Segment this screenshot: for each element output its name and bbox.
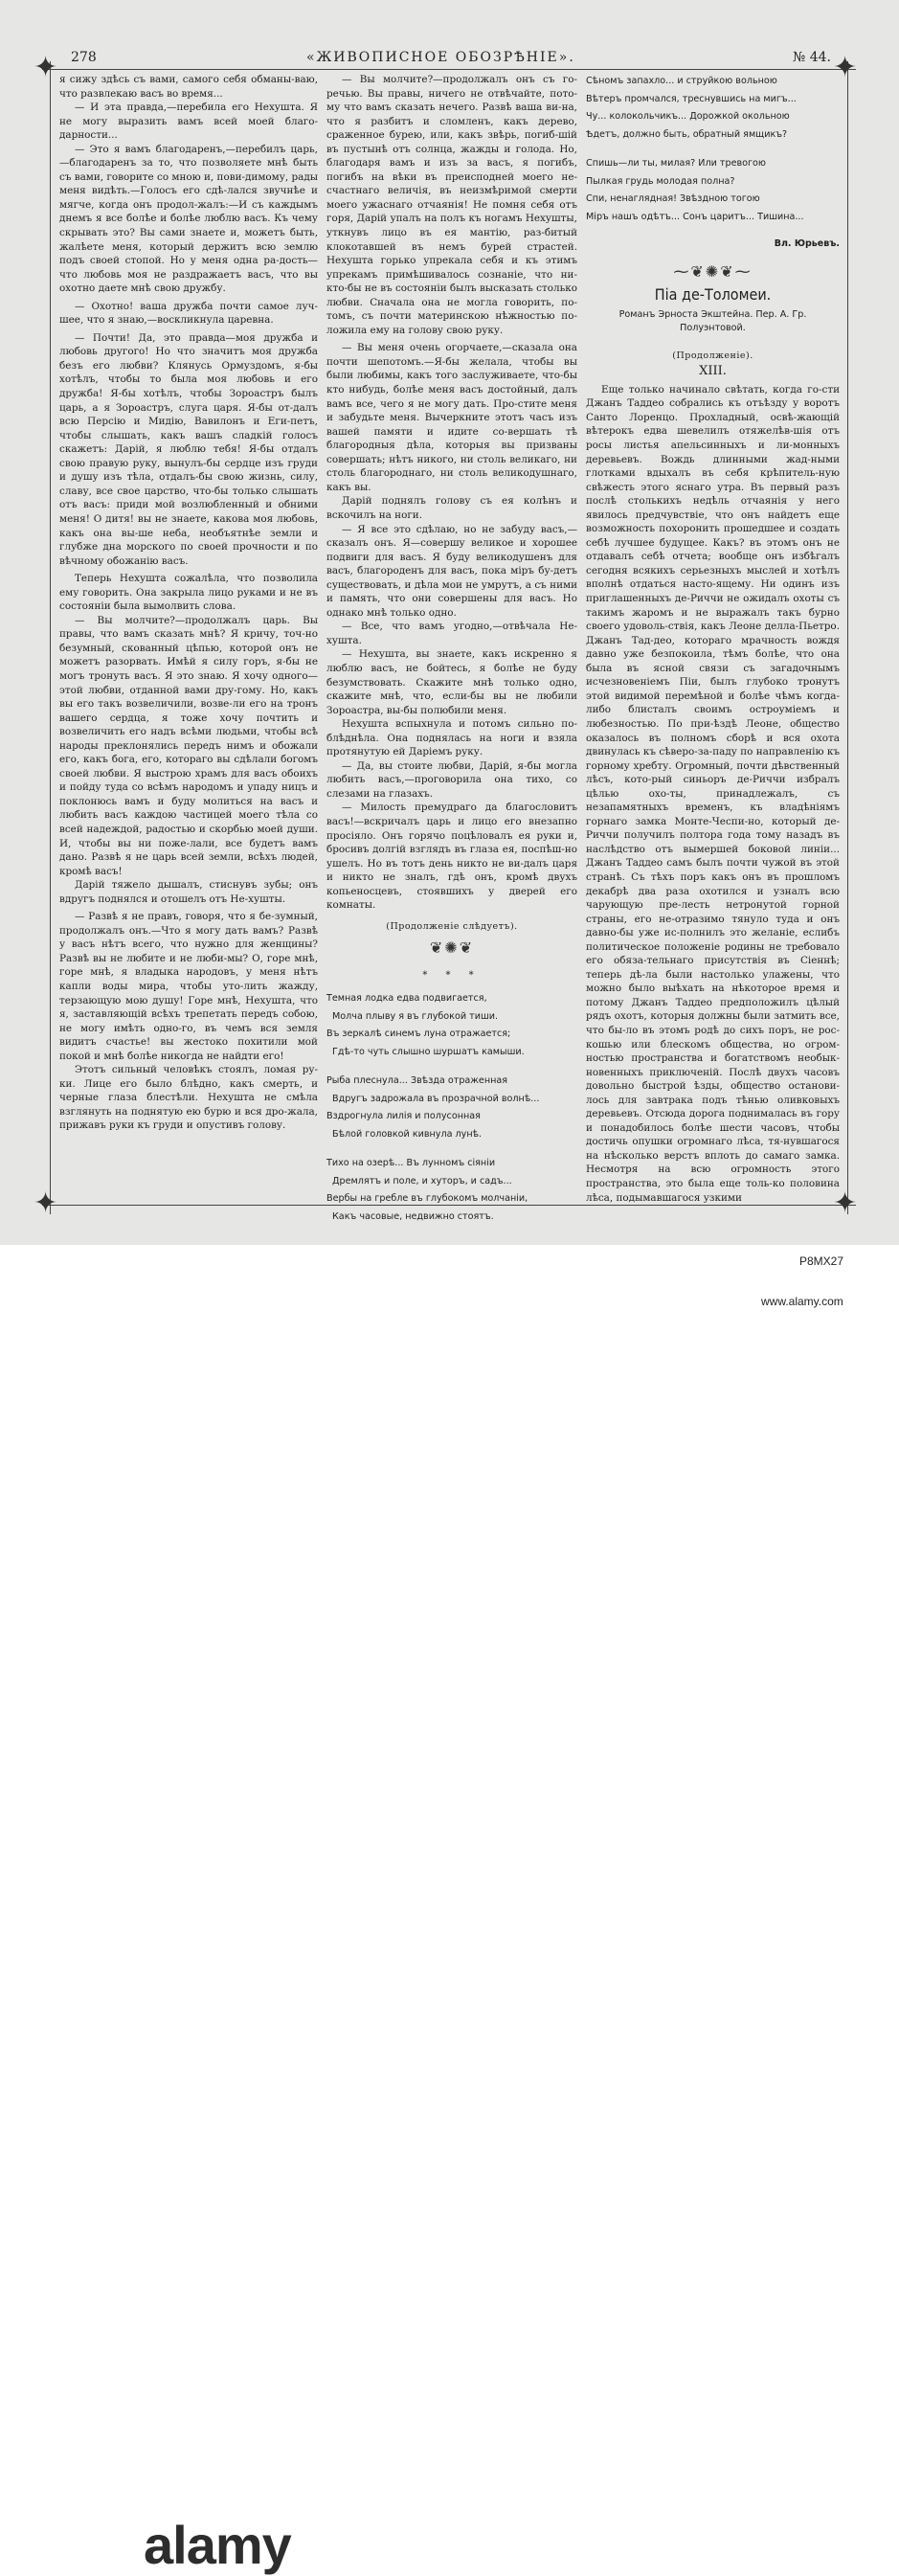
poem-line: Міръ нашъ одѣтъ... Сонъ царитъ... Тишина...: [586, 211, 804, 222]
paragraph: Теперь Нехушта сожалѣла, что позволила ему говорить. Она закрыла лицо руками и не въ состояніи была вымолвить слова.: [59, 573, 318, 613]
poem-line: Сѣномъ запахло... и струйкою вольною: [586, 76, 777, 86]
corner-ornament-icon: ✦: [34, 1186, 58, 1220]
poem-line: Пылкая грудь молодая полна?: [586, 175, 735, 187]
paragraph: Дарій тяжело дышалъ, стиснувъ зубы; онъ вдругъ поднялся и отошелъ отъ Не-хушты.: [59, 879, 318, 905]
paragraph: — И эта правда,—перебила его Нехушта. Я не могу выразить вамъ всей моей благо-дарности...: [59, 102, 318, 142]
paragraph: Дарій поднялъ голову съ ея колѣнъ и вскочилъ на ноги.: [326, 495, 577, 521]
poem-line: Вербы на гребле въ глубокомъ молчаніи,: [326, 1193, 528, 1205]
paragraph: — Охотно! ваша дружба почти самое луч-шее, что я знаю,—воскликнула царевна.: [59, 300, 318, 327]
paragraph: Еще только начинало свѣтать, когда го-сти Джанъ Таддео собрались къ отъѣзду у воротъ Санто Лоренцо. Прохладный, освѣ-жающій вѣтерокъ едва шевелилъ отяжелѣв-шія отъ росы листья апельсинныхъ и ли-монныхъ деревьевъ. Вождь длинными жад-ными глотками вдыхалъ въ себя крѣпитель-ную свѣжесть этого яснаго утра. Въ первый разъ послѣ столькихъ недѣль отчаянія у него явилось предчувствіе, что онъ найдетъ еще возможность похоронить прошедшее и создать себѣ лучшее будущее. Какъ? въ этомъ онъ не отдавалъ себѣ отчета; вообще онъ избѣгалъ сегодня всякихъ серьезныхъ мыслей и хотѣлъ вполнѣ отдаться насто-ящему. Ни одинъ изъ приглашенныхъ де-Риччи не ожидалъ охоты съ такимъ жаромъ и не выражалъ такъ бурно своего удоволь-ствія, какъ Леоне делла-Пьетро. Джанъ Тад-део, котораго мрачность вождя давно уже безпокоила, тѣмъ болѣе, что она была въ ясной связи съ загадочнымъ исчезновеніемъ Піи, былъ глубоко тронутъ этой видимой перемѣной и болѣе чѣмъ когда-либо блисталъ своимъ остроуміемъ и любезностью. По при-ѣздѣ Леоне, общество оказалось въ полномъ сборѣ и вся охота двинулась къ сѣверо-за-паду по направленію къ горному хребту. Огромный, почти дѣвственный лѣсъ, кото-рый синьоръ де-Риччи избралъ цѣлью охо-ты, принадлежалъ, съ незапамятныхъ временъ, къ владѣніямъ горнаго замка Монте-Чеспи-но, который де-Риччи получилъ полтора года тому назадъ въ наслѣдство отъ вымершей боковой линіи... Джанъ Таддео самъ былъ почти чужой въ этой странѣ. Съ тѣхъ поръ какъ онъ въ прошломъ декабрѣ два раза охотился и узналъ всю чарующую пре-лесть нетронутой горной страны, его не-отразимо тянуло туда и онъ давно-бы уже ис-полнилъ это желаніе, еслибъ политическое положеніе родины не требовало его обяза-тельнаго присутствія въ Сіеннѣ; теперь дѣ-ла были настолько улажены, что можно было выѣхать на нѣкоторое время и потому Джанъ Таддео предположилъ цѣлый рядъ охотъ, которыя должны были затмить все, что бы-ло въ этомъ родѣ до сихъ поръ, не рос-кошью или блескомъ общества, но огром-ностью пространства и богатствомъ необык-новенныхъ приключеній. Послѣ двухъ часовъ довольно быстрой ѣзды, общество останови-лось для завтрака подъ тѣнью оливковыхъ деревьевъ. Отсюда дорога поднималась въ гору и понадобилось болѣе шести часовъ, чтобы достичь опушки огромнаго лѣса, тя-нувшагося на нѣсколько верстъ вплоть до самаго замка. Несмотря на всю огромность этого пространства, это была еще толь-ко половина лѣса, подымавшагося узкими: [586, 383, 840, 1204]
poem-line: Вздрогнула лилія и полусонная: [326, 1111, 481, 1122]
poem-stanza: [586, 73, 840, 144]
poem-line: Бѣлой головкой кивнула лунѣ.: [332, 1128, 483, 1140]
left-border-rule: [50, 61, 51, 1214]
newspaper-page: [0, 0, 899, 1245]
poem-line: Спи, ненаглядная! Звѣздною тогою: [586, 193, 760, 204]
paragraph: — Я все это сдѣлаю, но не забуду васъ,—сказалъ онъ. Я—совершу великое и хорошее подвиги для васъ. Я буду великодушенъ для васъ, благороденъ для васъ, пока міръ бу-детъ существовать, и дѣла мои не умрутъ, а съ ними и память, что они совершены для васъ. Но однако мнѣ только одно.: [326, 523, 577, 619]
poem-stanza: [326, 1073, 577, 1143]
column-2: [326, 73, 577, 1237]
corner-ornament-icon: ✦: [34, 51, 58, 84]
poem-continued: [586, 73, 840, 226]
paragraph: — Вы молчите?—продолжалъ онъ съ го-речью. Вы правы, ничего не отвѣчайте, пото-му что вамъ сказать нечего. Развѣ ваша ви-на, что я разбитъ и сломленъ, какъ дерево, сраженное бурею, или, какъ звѣрь, погиб-шій въ пустынѣ отъ солнца, жажды и голода. Но, благодаря вамъ и изъ за васъ, я погибъ, погибъ на вѣки въ преисподней моего не-счастнаго величія, въ неизмѣримой смерти моего ужаснаго отчаянія! Не помня себя отъ горя, Дарій упалъ на полъ къ ногамъ Нехушты, уткнувъ лицо въ ея мантію, раз-битый клокотавшей въ немъ бурей страстей. Нехушта горько упрекала себя и къ этимъ упрекамъ примѣшивалось сознаніе, что ни-кто-бы не въ состояніи былъ высказать столько любви. Сначала она не могла говорить, по-томъ, съ почти материнскою нѣжностью по-ложила ему на голову свою руку.: [326, 74, 577, 336]
poem: [326, 990, 577, 1226]
continuation-note: (Продолженіе).: [672, 350, 753, 361]
corner-ornament-icon: ✦: [833, 51, 858, 84]
stock-watermark-logo: alamy: [144, 2515, 291, 2575]
poem-line: Вдругъ задрожала въ прозрачной волнѣ...: [332, 1093, 540, 1104]
paragraph: — Нехушта, вы знаете, какъ искренно я люблю васъ, не бойтесь, я болѣе не буду безумствовать. Скажите мнѣ только одно, скажите мнѣ, что, если-бы вы не любили Зороастра, вы-бы полюбили меня.: [326, 648, 577, 716]
stock-image-id: P8MX27: [799, 1254, 844, 1268]
paragraph: — Это я вамъ благодаренъ,—перебилъ царь,—благодаренъ за то, что позволяете мнѣ быть съ вами, говорите со мною и, пови-димому, рады меня видѣть.—Голосъ его сдѣ-лался звучнѣе и мягче, когда онъ продол-жалъ:—И съ каждымъ днемъ я все болѣе и болѣе люблю васъ. Къ чему скрывать это? Вы сами знаете и, можетъ быть, жалѣете меня, который держитъ всю землю подъ своей стопой. Но у меня одна ра-дость—что любовь моя не раздражаетъ васъ, что вы охотно даете мнѣ свою дружбу.: [59, 143, 318, 295]
paragraph: Этотъ сильный человѣкъ стоялъ, ломая ру-ки. Лице его было блѣдно, какъ смерть, и черные глаза блестѣли. Нехушта не смѣла взглянуть на поднятую ею бурю и вся дро-жала, прижавъ руки къ груди и опустивъ голову.: [59, 1064, 318, 1132]
page-number: 278: [71, 50, 97, 65]
column-1: [59, 73, 318, 1133]
issue-number: № 44.: [793, 50, 831, 65]
poem-line: Дремлятъ и поле, и хуторъ, и садъ...: [332, 1175, 512, 1186]
top-border-rule: [42, 69, 856, 70]
stock-url: www.alamy.com: [761, 1295, 843, 1308]
paragraph: — Развѣ я не правъ, говоря, что я бе-зумный, продолжалъ онъ.—Что я могу дать вамъ? Развѣ у васъ нѣтъ всего, что нужно для женщины? Развѣ вы не любите и не люби-мы? О, горе мнѣ, горе мнѣ, я владыка народовъ, у меня нѣтъ капли воды мира, чтобы уто-лить жажду, терзающую мою душу! Горе мнѣ, Нехушта, что я, заставляющій всѣхъ трепетать передъ собою, не могу имѣть одно-го, въ чемъ вся земля видитъ счастье! вы жестоко похитили мой покой и мнѣ болѣе никогда не найдти его!: [59, 911, 318, 1062]
paragraph: — Да, вы стоите любви, Дарій, я-бы могла любить васъ,—проговорила она тихо, со слезами на глазахъ.: [326, 759, 577, 800]
poem-stanza: [586, 155, 840, 226]
paragraph: — Вы молчите?—продолжалъ царь. Вы правы, что вамъ сказать мнѣ? Я кричу, точ-но безумный, скованный цѣпью, которой онъ не можетъ разорвать. Имѣй я силу горъ, я-бы не могъ тронуть васъ. Я это знаю. Я хочу одного—этой любви, отданной вами дру-гому. Но, какъ вы его такъ возвеличили, возве-ли его на тронъ вашего сердца, я тоже хочу почтить и возвеличить его надъ всѣми людьми, чтобы всѣ народы преклонялись передъ нимъ и обожали его, какъ бога, его, котораго вы сдѣлали богомъ своей любви. Я выстрою храмъ для васъ обоихъ и пойду туда со всѣмъ народомъ и упаду ницъ и поклонюсь вамъ и буду молиться на васъ и любить васъ каждою частицей моего тѣла со всей надеждой, радостью и скорбью моей души. И, чтобы вы ни поже-лали, все будетъ вамъ дано. Развѣ я не царь всей земли, всѣхъ людей, кромѣ васъ!: [59, 614, 318, 877]
poem-line: Вѣтеръ промчался, треснувшись на мигъ...: [586, 93, 797, 104]
corner-ornament-icon: ✦: [833, 1186, 858, 1220]
poem-signature: Вл. Юрьевъ.: [774, 238, 840, 249]
fleuron-ornament-icon: ⁓❦✺❦⁓: [673, 261, 753, 281]
poem-line: Ѣдетъ, должно быть, обратный ямщикъ?: [586, 128, 788, 140]
poem-line: Гдѣ-то чуть слышно шуршатъ камыши.: [332, 1046, 525, 1057]
paragraph: — Милость премудраго да благословитъ васъ!—вскричалъ царь и лицо его внезапно просіяло. Онъ горячо поцѣловалъ ея руки и, бросивъ долгій взглядъ въ глаза ея, поспѣш-но ушелъ. Но въ тотъ день никто не ви-далъ царя и никто не зналъ, гдѣ онъ, кромѣ двухъ копьеносцевъ, стоявшихъ у дверей его комнаты.: [326, 802, 577, 912]
paragraph: — Вы меня очень огорчаете,—сказала она почти шепотомъ.—Я-бы желала, чтобы вы были любимы, какъ того заслуживаете, что-бы кто нибудь, болѣе меня васъ достойный, далъ вамъ все, чего я не могу дать. Про-стите меня и забудьте меня. Вычеркните этотъ часъ изъ вашей памяти и идите со-вершать тѣ благородныя дѣла, которыя вы призваны совершать; нѣтъ никого, ни столь великаго, ни столь благороднаго, ни столь великодушнаго, какъ вы.: [326, 342, 577, 493]
right-border-rule: [847, 61, 848, 1214]
poem-stanza: [326, 990, 577, 1061]
poem-line: Въ зеркалѣ синемъ луна отражается;: [326, 1028, 511, 1040]
chapter-number: XIII.: [699, 364, 727, 379]
fleuron-ornament-icon: ❦✺❦: [429, 938, 475, 958]
poem-line: Темная лодка едва подвигается,: [326, 993, 487, 1005]
to-be-continued: (Продолженіе слѣдуетъ).: [386, 920, 518, 932]
novel-title: Піа де-Толомеи.: [654, 285, 772, 305]
paragraph: — Все, что вамъ угодно,—отвѣчала Не-хушта.: [326, 621, 577, 646]
poem-line: Какъ часовые, недвижно стоятъ.: [332, 1210, 494, 1222]
poem-line: Тихо на озерѣ... Въ лунномъ сіяніи: [326, 1158, 496, 1169]
poem-line: Чу... колокольчикъ... Дорожкой окольною: [586, 111, 790, 122]
column-3: [586, 73, 840, 1205]
poem-stanza: [326, 1155, 577, 1226]
paragraph: я сижу здѣсь съ вами, самого себя обманы-ваю, что развлекаю васъ во время...: [59, 74, 318, 100]
poem-line: Рыба плеснула... Звѣзда отраженная: [326, 1075, 508, 1087]
poem-asterism: * * *: [422, 969, 482, 981]
poem-line: Молча плыву я въ глубокой тиши.: [332, 1010, 499, 1022]
stock-footer: [0, 1245, 899, 2575]
paragraph: Нехушта вспыхнула и потомъ сильно по-блѣднѣла. Она поднялась на ноги и взяла протянутую ей Даріемъ руку.: [326, 718, 577, 758]
novel-author: Романъ Эрноста Экштейна. Пер. А. Гр. Полуэнтовой.: [618, 308, 807, 334]
paragraph: — Почти! Да, это правда—моя дружба и любовь другого! Но что значитъ моя дружба безъ его любви? Клянусь Ормуздомъ, я-бы хотѣлъ, чтобы то была моя любовь и его дружба! Я-бы хотѣлъ, чтобы Зороастръ былъ царь, а я Зороастръ, слуга царя. Я-бы от-далъ всю Персію и Мидію, Вавилонъ и Еги-петъ, чтобы слышать, какъ вашъ сладкій голосъ скажетъ: Дарій, я люблю тебя! Я-бы отдалъ свою правую руку, вынулъ-бы сердце изъ груди и душу изъ тѣла, отдалъ-бы свою жизнь, силу, славу, все свое царство, что-бы только слышать отъ васъ: приди мой возлюбленный и обними меня! О дитя! вы не знаете, какова моя любовь, какъ она вы-ше неба, необъятнѣе земли и глубже дна морского по своей прочности и по вѣчному обожанію васъ.: [59, 331, 318, 567]
poem-line: Спишь—ли ты, милая? Или тревогою: [586, 158, 766, 169]
running-title: «ЖИВОПИСНОЕ ОБОЗРѢНІЕ».: [306, 50, 575, 65]
